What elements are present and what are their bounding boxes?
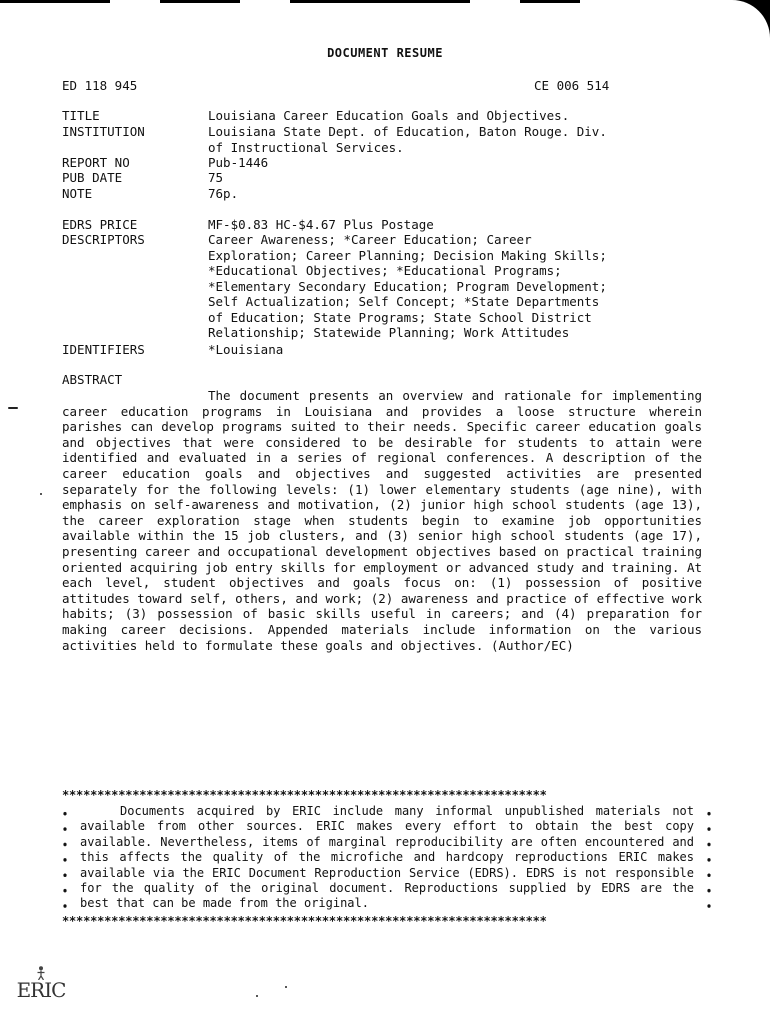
- field-title: [62, 108, 742, 124]
- field-label: PUB DATE: [62, 170, 123, 185]
- scan-mark: [285, 986, 287, 988]
- field-value: Pub-1446: [208, 155, 269, 170]
- field-label: NOTE: [62, 186, 93, 201]
- field-pub-date: [62, 170, 742, 186]
- field-label: REPORT NO: [62, 155, 130, 170]
- abstract-label: ABSTRACT: [62, 372, 123, 387]
- field-value: MF-$0.83 HC-$4.67 Plus Postage: [208, 217, 434, 232]
- document-heading: DOCUMENT RESUME: [327, 46, 443, 60]
- ed-number: ED 118 945: [62, 78, 138, 93]
- scan-mark: [256, 995, 258, 997]
- field-label: DESCRIPTORS: [62, 232, 145, 247]
- field-value: Louisiana State Dept. of Education, Baton Rouge. Div. of Instructional Services.: [208, 124, 607, 155]
- field-edrs-price: [62, 217, 742, 233]
- notice-text: Documents acquired by ERIC include many informal unpublished materials not available from other sources. ERIC makes every effort to obtain the best copy available. Nevertheless, items of marginal reproducibility are often encountered and this affects the quality of the microfiche and hardcopy reproductions ERIC makes available via the ERIC Document Reproduction Service (EDRS). EDRS is not responsible for the quality of the original document. Reproductions supplied by EDRS are the best that can be made from the original.: [80, 804, 694, 911]
- field-value: Louisiana Career Education Goals and Objectives.: [208, 108, 570, 123]
- field-note: [62, 186, 742, 202]
- field-value: *Louisiana: [208, 342, 284, 357]
- scan-edge: [290, 0, 470, 3]
- field-label: IDENTIFIERS: [62, 342, 145, 357]
- eric-notice-box: [62, 788, 712, 928]
- field-institution: [62, 124, 742, 155]
- field-value: 76p.: [208, 186, 239, 201]
- eric-logo-text: ERIC: [16, 978, 66, 1002]
- scan-mark: [40, 493, 42, 495]
- field-value: 75: [208, 170, 224, 185]
- field-report-no: [62, 155, 742, 171]
- field-value: Career Awareness; *Career Education; Career Exploration; Career Planning; Decision Making Skills; *Educational Objectives; *Educational Programs; *Elementary Secondary Education; Program Development; Self Actualization; Self Concept; *State Departments of Education; State Programs; State School District Relationship; Statewide Planning; Work Attitudes: [208, 232, 607, 340]
- scan-edge: [160, 0, 240, 3]
- scan-edge: [520, 0, 580, 3]
- scan-mark: [8, 407, 18, 409]
- ce-number: CE 006 514: [534, 78, 610, 93]
- field-identifiers: [62, 342, 742, 358]
- field-descriptors: [62, 232, 742, 341]
- scan-edge: [0, 0, 110, 3]
- abstract-text: The document presents an overview and rationale for implementing career education programs in Louisiana and provides a loose structure wherein parishes can develop programs suited to their needs. Specific career education goals and objectives that were considered to be desirable for students to attain were identified and evaluated in a series of regional conferences. A description of the career education goals and objectives and suggested activities are presented separately for the following levels: (1) lower elementary students (age nine), with emphasis on self-awareness and motivation, (2) junior high school students (age 13), the career exploration stage when students begin to examine job opportunities available within the 15 job clusters, and (3) senior high school students (age 17), presenting career and occupational development objectives based on practical training oriented acquiring job entry skills for employment or advanced study and training. At each level, student objectives and goals focus on: (1) possession of positive attitudes toward self, others, and work; (2) awareness and practice of effective work habits; (3) possession of basic skills useful in careers; and (4) preparation for making career decisions. Appended materials include information on the various activities held to formulate these goals and objectives. (Author/EC): [62, 388, 702, 653]
- field-label: EDRS PRICE: [62, 217, 138, 232]
- field-label: INSTITUTION: [62, 124, 145, 139]
- notice-body: [62, 802, 712, 914]
- eric-logo-icon: [16, 966, 66, 1018]
- field-label: TITLE: [62, 108, 100, 123]
- star-border-top: *********************************************************************: [62, 788, 547, 802]
- star-border-bottom: *********************************************************************: [62, 913, 547, 928]
